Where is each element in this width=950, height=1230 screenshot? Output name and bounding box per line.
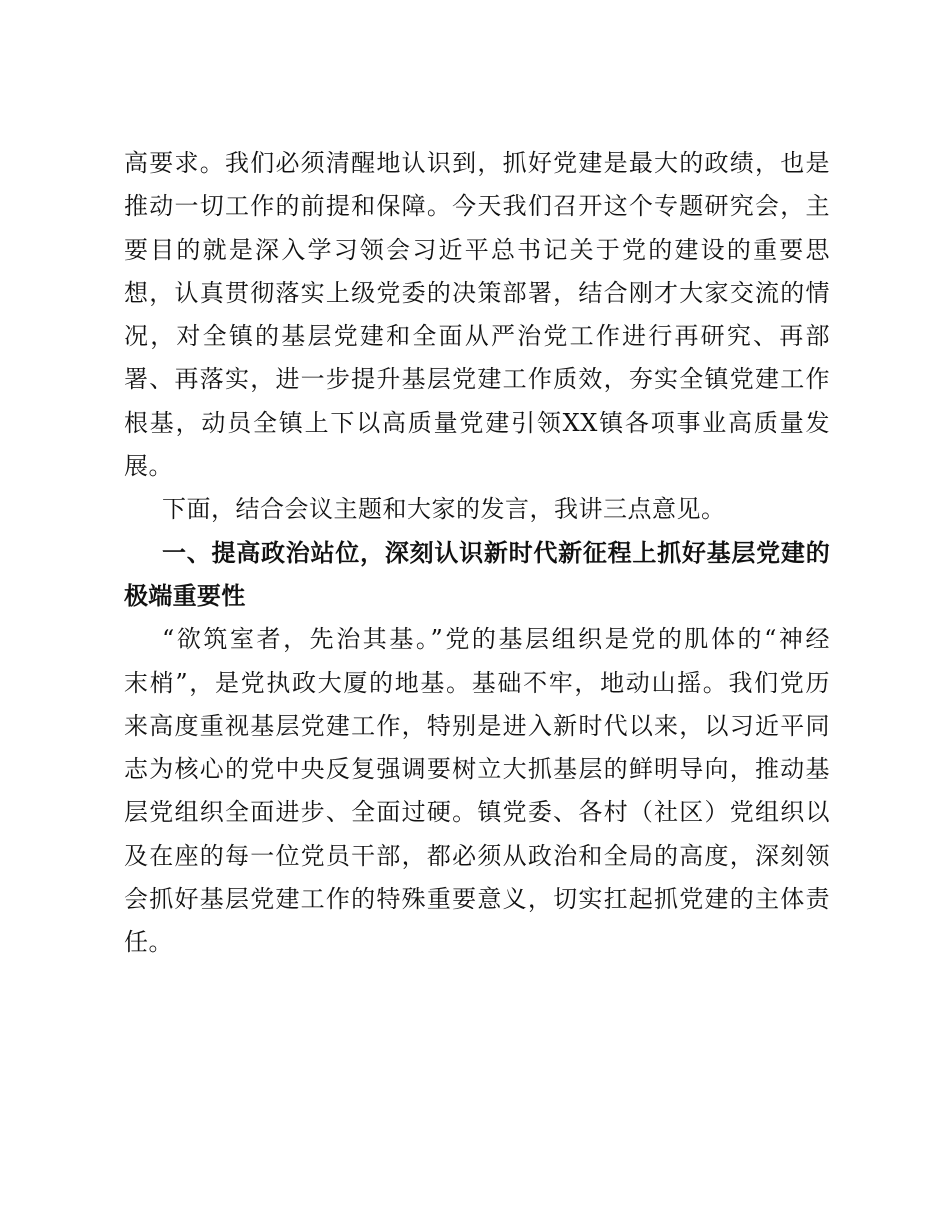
text-line: 高要求。我们必须清醒地认识到，抓好党建是最大的政绩，也是	[124, 149, 830, 177]
document-body	[124, 142, 830, 965]
text-line: 况，对全镇的基层党建和全面从严治党工作进行再研究、再部	[124, 322, 830, 351]
text-line: 要目的就是深入学习领会习近平总书记关于党的建设的重要思	[124, 235, 830, 264]
text-line: 推动一切工作的前提和保障。今天我们召开这个专题研究会，主	[124, 192, 830, 221]
paragraph-intro	[124, 488, 830, 531]
text-line: 会抓好基层党建工作的特殊重要意义，切实扛起抓党建的主体责	[124, 885, 830, 914]
paragraph-section-1	[124, 618, 830, 964]
paragraph-continuation	[124, 142, 830, 488]
heading-line: 一、提高政治站位，深刻认识新时代新征程上抓好基层党建的	[162, 538, 830, 567]
text-line: 下面，结合会议主题和大家的发言，我讲三点意见。	[162, 495, 726, 524]
section-heading-1	[124, 532, 830, 619]
heading-line: 极端重要性	[124, 581, 246, 610]
text-line: 志为核心的党中央反复强调要树立大抓基层的鲜明导向，推动基	[124, 755, 830, 784]
text-line: 任。	[124, 928, 173, 957]
text-line: 及在座的每一位党员干部，都必须从政治和全局的高度，深刻领	[124, 841, 830, 870]
text-line: 根基，动员全镇上下以高质量党建引领XX镇各项事业高质量发	[124, 408, 830, 437]
text-line: 来高度重视基层党建工作，特别是进入新时代以来，以习近平同	[124, 711, 830, 740]
text-line: 层党组织全面进步、全面过硬。镇党委、各村（社区）党组织以	[124, 798, 830, 827]
text-line: 想，认真贯彻落实上级党委的决策部署，结合刚才大家交流的情	[124, 278, 830, 307]
text-line: “欲筑室者，先治其基。”党的基层组织是党的肌体的“神经	[162, 625, 830, 654]
text-line: 末梢”，是党执政大厦的地基。基础不牢，地动山摇。我们党历	[124, 668, 830, 697]
text-line: 展。	[124, 452, 173, 481]
text-line: 署、再落实，进一步提升基层党建工作质效，夯实全镇党建工作	[124, 365, 830, 394]
